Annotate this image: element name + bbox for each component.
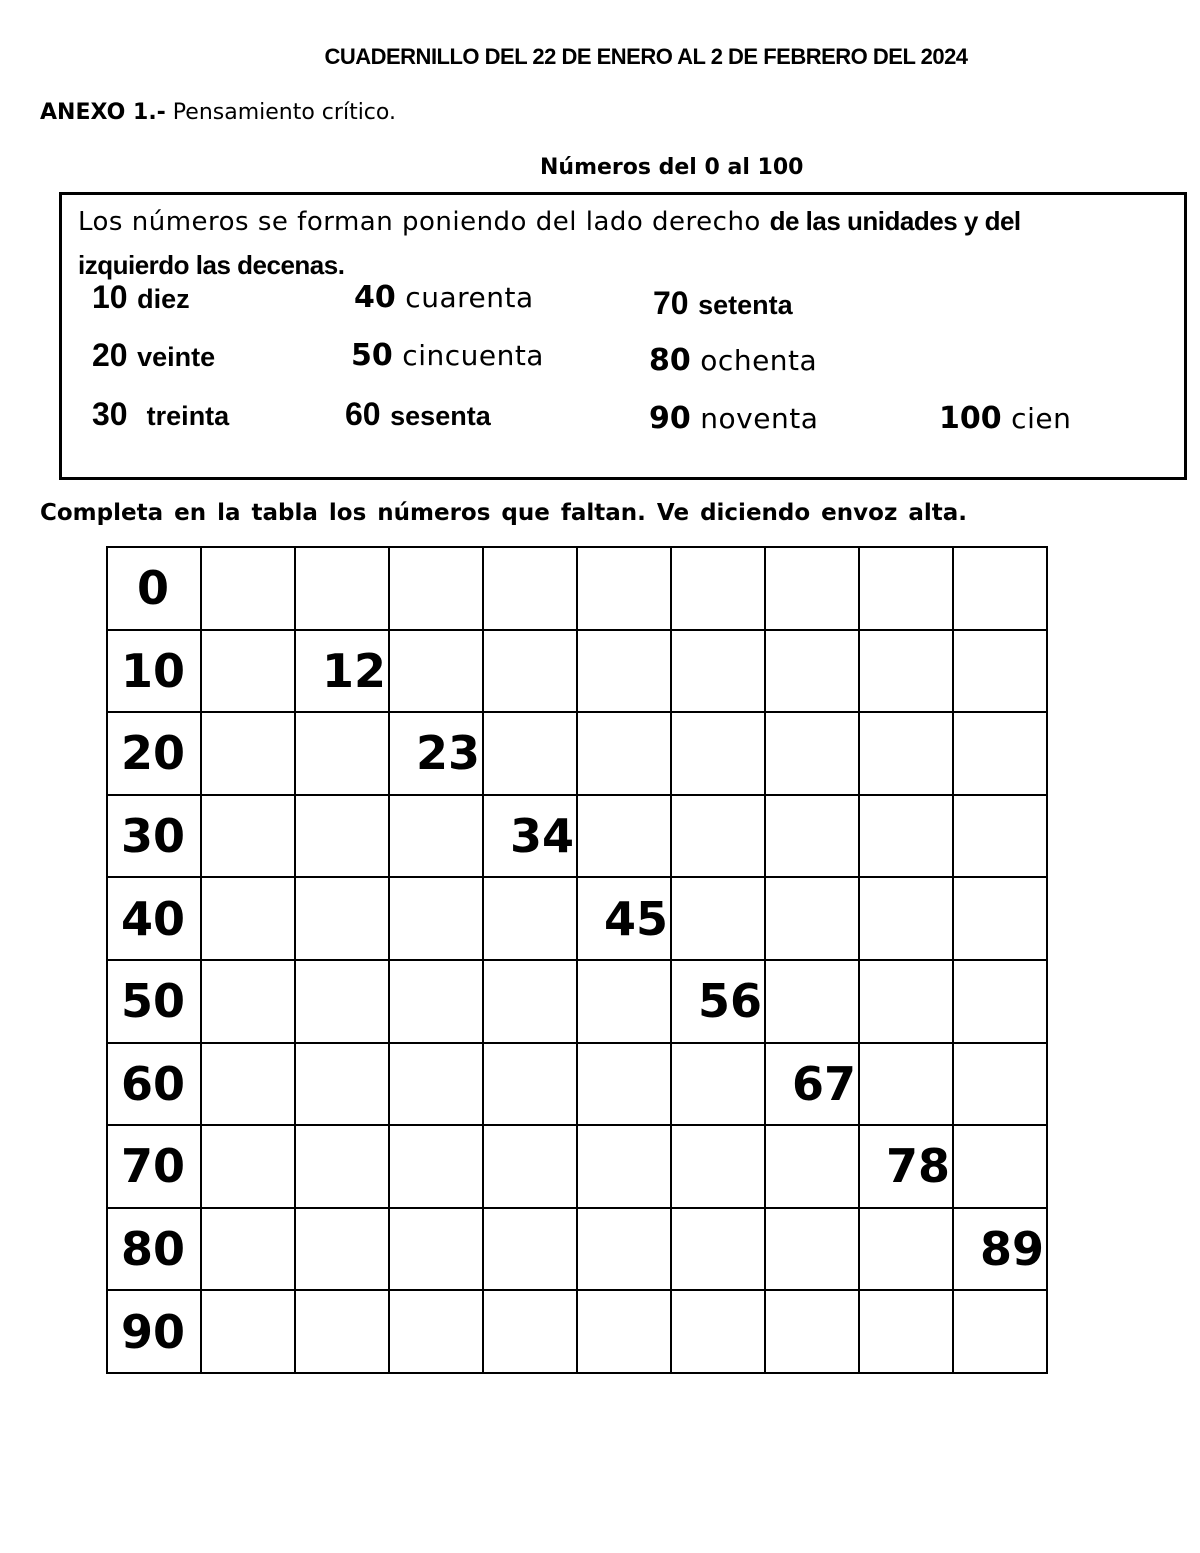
grid-blank-cell[interactable] xyxy=(953,1043,1047,1126)
grid-blank-cell[interactable] xyxy=(201,547,295,630)
grid-blank-cell[interactable] xyxy=(953,547,1047,630)
grid-blank-cell[interactable] xyxy=(577,1208,671,1291)
grid-row xyxy=(107,795,1047,878)
grid-blank-cell[interactable] xyxy=(859,795,953,878)
grid-given-cell: 56 xyxy=(671,960,765,1043)
grid-blank-cell[interactable] xyxy=(859,1043,953,1126)
grid-blank-cell[interactable] xyxy=(389,1043,483,1126)
grid-row-header-cell: 20 xyxy=(107,712,201,795)
tens-item-40 xyxy=(354,280,534,315)
grid-blank-cell[interactable] xyxy=(765,1125,859,1208)
tens-word: sesenta xyxy=(390,401,491,431)
grid-blank-cell[interactable] xyxy=(577,1290,671,1373)
hundreds-grid xyxy=(106,546,1048,1374)
grid-blank-cell[interactable] xyxy=(295,547,389,630)
rule-text-line1 xyxy=(78,206,1021,237)
grid-blank-cell[interactable] xyxy=(201,712,295,795)
grid-blank-cell[interactable] xyxy=(389,1290,483,1373)
tens-item-70 xyxy=(653,285,793,322)
tens-item-80 xyxy=(649,343,817,378)
grid-row xyxy=(107,547,1047,630)
grid-row xyxy=(107,877,1047,960)
tens-word: diez xyxy=(137,284,190,314)
grid-row-header-cell: 40 xyxy=(107,877,201,960)
tens-word: treinta xyxy=(146,401,230,431)
grid-blank-cell[interactable] xyxy=(577,1043,671,1126)
grid-blank-cell[interactable] xyxy=(953,1290,1047,1373)
tens-word: cincuenta xyxy=(402,339,544,372)
grid-blank-cell[interactable] xyxy=(201,1125,295,1208)
grid-blank-cell[interactable] xyxy=(577,630,671,713)
rule-text-bold: de las unidades y del xyxy=(769,206,1021,236)
tens-number: 100 xyxy=(939,401,1002,436)
grid-blank-cell[interactable] xyxy=(295,877,389,960)
annex-title: Pensamiento crítico. xyxy=(165,100,396,125)
grid-blank-cell[interactable] xyxy=(859,1208,953,1291)
grid-blank-cell[interactable] xyxy=(953,960,1047,1043)
grid-blank-cell[interactable] xyxy=(201,1043,295,1126)
grid-given-cell: 23 xyxy=(389,712,483,795)
grid-row xyxy=(107,1125,1047,1208)
document-title: CUADERNILLO DEL 22 DE ENERO AL 2 DE FEBRERO DEL 2024 xyxy=(324,44,968,69)
grid-row-header-cell: 30 xyxy=(107,795,201,878)
grid-row-header-cell: 10 xyxy=(107,630,201,713)
grid-row xyxy=(107,1208,1047,1291)
grid-blank-cell[interactable] xyxy=(671,1208,765,1291)
tens-number: 50 xyxy=(351,338,393,373)
rule-text-normal: Los números se forman poniendo del lado derecho xyxy=(78,207,770,237)
grid-blank-cell[interactable] xyxy=(765,1290,859,1373)
grid-blank-cell[interactable] xyxy=(389,547,483,630)
grid-given-cell: 67 xyxy=(765,1043,859,1126)
section-title: Números del 0 al 100 xyxy=(540,155,804,180)
tens-number: 70 xyxy=(653,285,689,321)
grid-row xyxy=(107,960,1047,1043)
grid-row-header-cell: 70 xyxy=(107,1125,201,1208)
tens-item-20 xyxy=(92,337,215,374)
grid-blank-cell[interactable] xyxy=(671,1125,765,1208)
annex-heading xyxy=(40,100,396,125)
grid-given-cell: 34 xyxy=(483,795,577,878)
grid-blank-cell[interactable] xyxy=(765,547,859,630)
tens-word: noventa xyxy=(700,402,819,435)
grid-blank-cell[interactable] xyxy=(671,630,765,713)
grid-blank-cell[interactable] xyxy=(295,1043,389,1126)
grid-blank-cell[interactable] xyxy=(953,630,1047,713)
tens-word: veinte xyxy=(137,342,216,372)
tens-word: cuarenta xyxy=(405,281,534,314)
grid-blank-cell[interactable] xyxy=(671,1290,765,1373)
grid-blank-cell[interactable] xyxy=(483,547,577,630)
grid-blank-cell[interactable] xyxy=(577,712,671,795)
grid-given-cell: 89 xyxy=(953,1208,1047,1291)
grid-blank-cell[interactable] xyxy=(295,1208,389,1291)
grid-blank-cell[interactable] xyxy=(483,1043,577,1126)
grid-blank-cell[interactable] xyxy=(671,1043,765,1126)
grid-row xyxy=(107,1043,1047,1126)
grid-blank-cell[interactable] xyxy=(483,877,577,960)
grid-blank-cell[interactable] xyxy=(671,712,765,795)
grid-blank-cell[interactable] xyxy=(765,795,859,878)
grid-blank-cell[interactable] xyxy=(483,1290,577,1373)
grid-row xyxy=(107,1290,1047,1373)
grid-blank-cell[interactable] xyxy=(577,1125,671,1208)
grid-blank-cell[interactable] xyxy=(201,1208,295,1291)
grid-blank-cell[interactable] xyxy=(671,877,765,960)
grid-row-header-cell: 60 xyxy=(107,1043,201,1126)
grid-blank-cell[interactable] xyxy=(389,877,483,960)
grid-row-header-cell: 0 xyxy=(107,547,201,630)
grid-given-cell: 12 xyxy=(295,630,389,713)
grid-blank-cell[interactable] xyxy=(671,547,765,630)
grid-blank-cell[interactable] xyxy=(389,630,483,713)
grid-blank-cell[interactable] xyxy=(389,960,483,1043)
tens-number: 60 xyxy=(345,396,381,432)
tens-number: 40 xyxy=(354,280,396,315)
tens-item-100 xyxy=(939,401,1071,436)
grid-blank-cell[interactable] xyxy=(295,960,389,1043)
grid-blank-cell[interactable] xyxy=(201,960,295,1043)
grid-given-cell: 45 xyxy=(577,877,671,960)
grid-blank-cell[interactable] xyxy=(483,630,577,713)
grid-blank-cell[interactable] xyxy=(577,795,671,878)
grid-blank-cell[interactable] xyxy=(859,960,953,1043)
grid-row-header-cell: 90 xyxy=(107,1290,201,1373)
annex-label: ANEXO 1.- xyxy=(40,100,166,125)
tens-item-50 xyxy=(351,338,544,373)
tens-number: 80 xyxy=(649,343,691,378)
grid-blank-cell[interactable] xyxy=(201,630,295,713)
grid-blank-cell[interactable] xyxy=(389,795,483,878)
grid-blank-cell[interactable] xyxy=(389,1125,483,1208)
grid-blank-cell[interactable] xyxy=(201,877,295,960)
grid-row-header-cell: 80 xyxy=(107,1208,201,1291)
instruction-text: Completa en la tabla los números que faltan. Ve diciendo envoz alta. xyxy=(40,500,968,526)
grid-blank-cell[interactable] xyxy=(765,712,859,795)
tens-item-10 xyxy=(92,279,190,316)
grid-blank-cell[interactable] xyxy=(577,547,671,630)
grid-blank-cell[interactable] xyxy=(483,1125,577,1208)
grid-blank-cell[interactable] xyxy=(483,712,577,795)
grid-given-cell: 78 xyxy=(859,1125,953,1208)
grid-row-header-cell: 50 xyxy=(107,960,201,1043)
rule-text-line2: izquierdo las decenas. xyxy=(78,250,345,280)
grid-blank-cell[interactable] xyxy=(389,1208,483,1291)
tens-item-90 xyxy=(649,401,818,436)
grid-blank-cell[interactable] xyxy=(765,877,859,960)
tens-word: setenta xyxy=(698,290,793,320)
tens-word: ochenta xyxy=(700,344,818,377)
grid-blank-cell[interactable] xyxy=(295,1290,389,1373)
grid-blank-cell[interactable] xyxy=(953,795,1047,878)
tens-item-60 xyxy=(345,396,491,433)
grid-row xyxy=(107,630,1047,713)
grid-row xyxy=(107,712,1047,795)
grid-blank-cell[interactable] xyxy=(859,877,953,960)
grid-blank-cell[interactable] xyxy=(765,960,859,1043)
grid-blank-cell[interactable] xyxy=(859,712,953,795)
grid-blank-cell[interactable] xyxy=(859,547,953,630)
tens-item-30 xyxy=(92,396,229,433)
grid-blank-cell[interactable] xyxy=(953,1125,1047,1208)
tens-number: 10 xyxy=(92,279,128,315)
grid-blank-cell[interactable] xyxy=(859,630,953,713)
grid-blank-cell[interactable] xyxy=(483,960,577,1043)
tens-number: 20 xyxy=(92,337,128,373)
grid-blank-cell[interactable] xyxy=(201,1290,295,1373)
tens-number: 30 xyxy=(92,396,128,432)
grid-blank-cell[interactable] xyxy=(671,795,765,878)
grid-blank-cell[interactable] xyxy=(765,1208,859,1291)
grid-blank-cell[interactable] xyxy=(295,1125,389,1208)
grid-blank-cell[interactable] xyxy=(295,712,389,795)
grid-blank-cell[interactable] xyxy=(201,795,295,878)
grid-blank-cell[interactable] xyxy=(765,630,859,713)
grid-blank-cell[interactable] xyxy=(953,712,1047,795)
grid-blank-cell[interactable] xyxy=(577,960,671,1043)
tens-word: cien xyxy=(1011,402,1072,435)
tens-number: 90 xyxy=(649,401,691,436)
grid-blank-cell[interactable] xyxy=(295,795,389,878)
grid-blank-cell[interactable] xyxy=(859,1290,953,1373)
grid-blank-cell[interactable] xyxy=(953,877,1047,960)
grid-blank-cell[interactable] xyxy=(483,1208,577,1291)
